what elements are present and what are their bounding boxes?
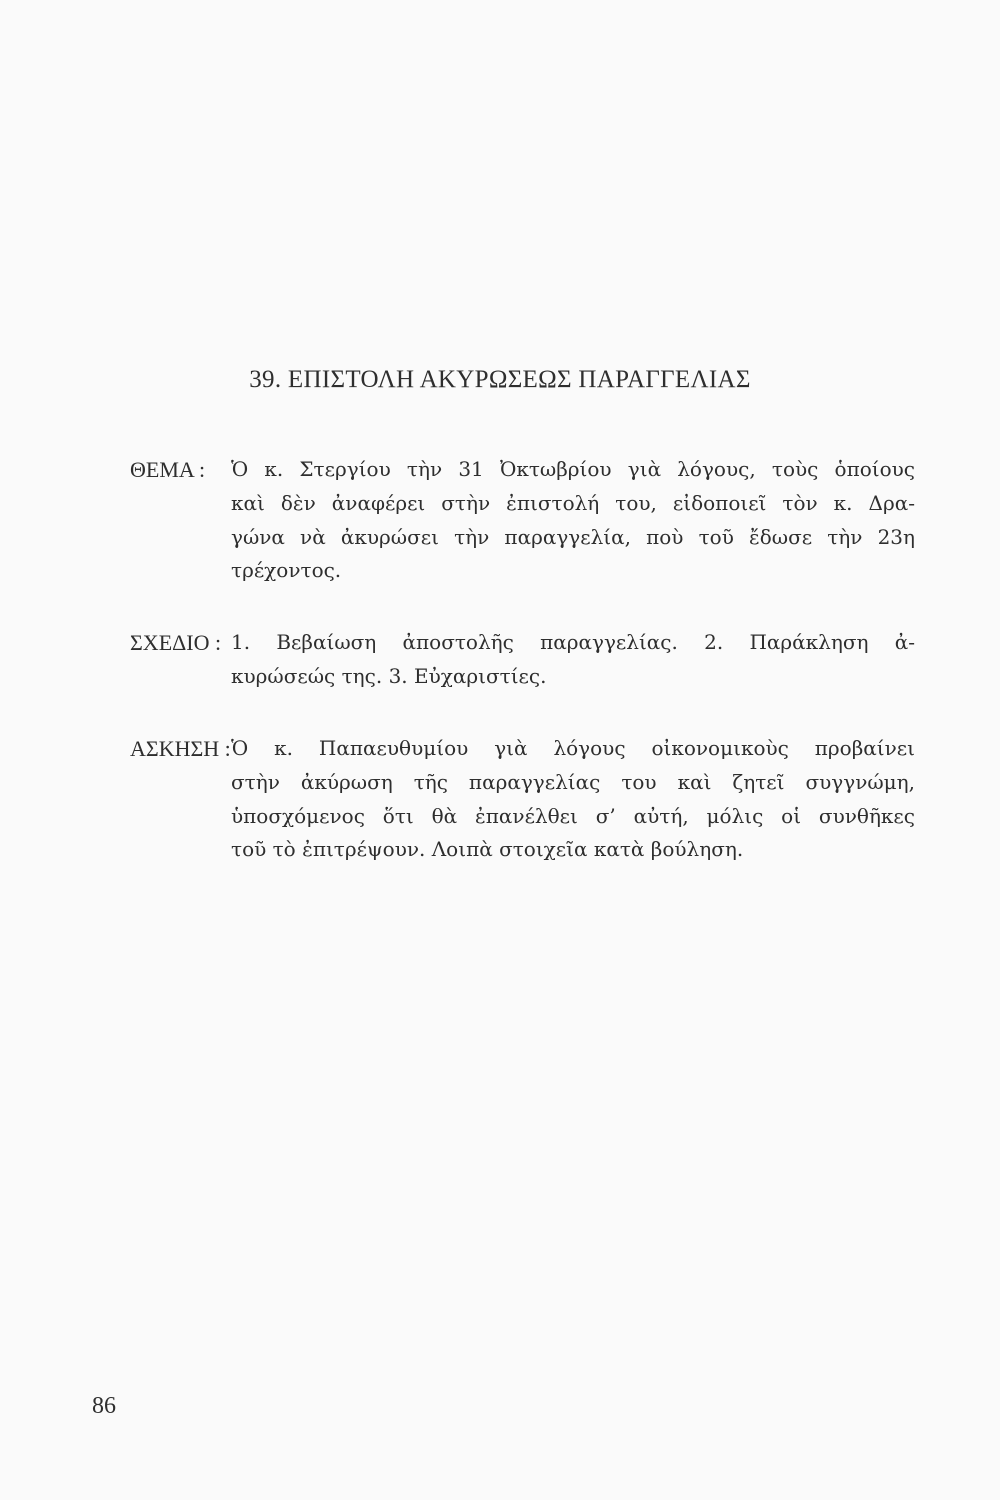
section-label-askisi: ΑΣΚΗΣΗ :: [130, 736, 231, 761]
text-line: τοῦ τὸ ἐπιτρέψουν. Λοιπὰ στοιχεῖα κατὰ βούληση.: [231, 837, 744, 862]
text-line: καὶ δὲν ἀναφέρει στὴν ἐπιστολή του, εἰδοποιεῖ τὸν κ. Δρα-: [231, 490, 915, 515]
text-line: Ὁ κ. Παπαευθυμίου γιὰ λόγους οἰκονομικοὺς προβαίνει: [231, 736, 915, 760]
section-body-askisi: [231, 732, 915, 867]
section-body-thema: [231, 453, 915, 588]
text-line: στὴν ἀκύρωση τῆς παραγγελίας του καὶ ζητεῖ συγγνώμη,: [231, 769, 915, 794]
text-line: ὑποσχόμενος ὅτι θὰ ἐπανέλθει σ’ αὐτή, μόλις οἱ συνθῆκες: [231, 803, 915, 828]
page-title: 39. ΕΠΙΣΤΟΛΗ ΑΚΥΡΩΣΕΩΣ ΠΑΡΑΓΓΕΛΙΑΣ: [249, 366, 751, 393]
section-body-schedio: [231, 626, 915, 694]
section-label-thema: ΘΕΜΑ :: [130, 457, 206, 482]
text-line: τρέχοντος.: [231, 558, 342, 583]
text-line: γώνα νὰ ἀκυρώσει τὴν παραγγελία, ποὺ τοῦ ἔδωσε τὴν 23η: [231, 524, 915, 549]
text-line: Ὁ κ. Στεργίου τὴν 31 Ὀκτωβρίου γιὰ λόγους, τοὺς ὁποίους: [231, 457, 915, 481]
text-line: 1. Βεβαίωση ἀποστολῆς παραγγελίας. 2. Παράκληση ἀ-: [231, 630, 915, 654]
text-line: κυρώσεώς της. 3. Εὐχαριστίες.: [231, 663, 547, 688]
page-number: 86: [92, 1393, 116, 1419]
section-label-schedio: ΣΧΕΔΙΟ :: [130, 630, 222, 655]
